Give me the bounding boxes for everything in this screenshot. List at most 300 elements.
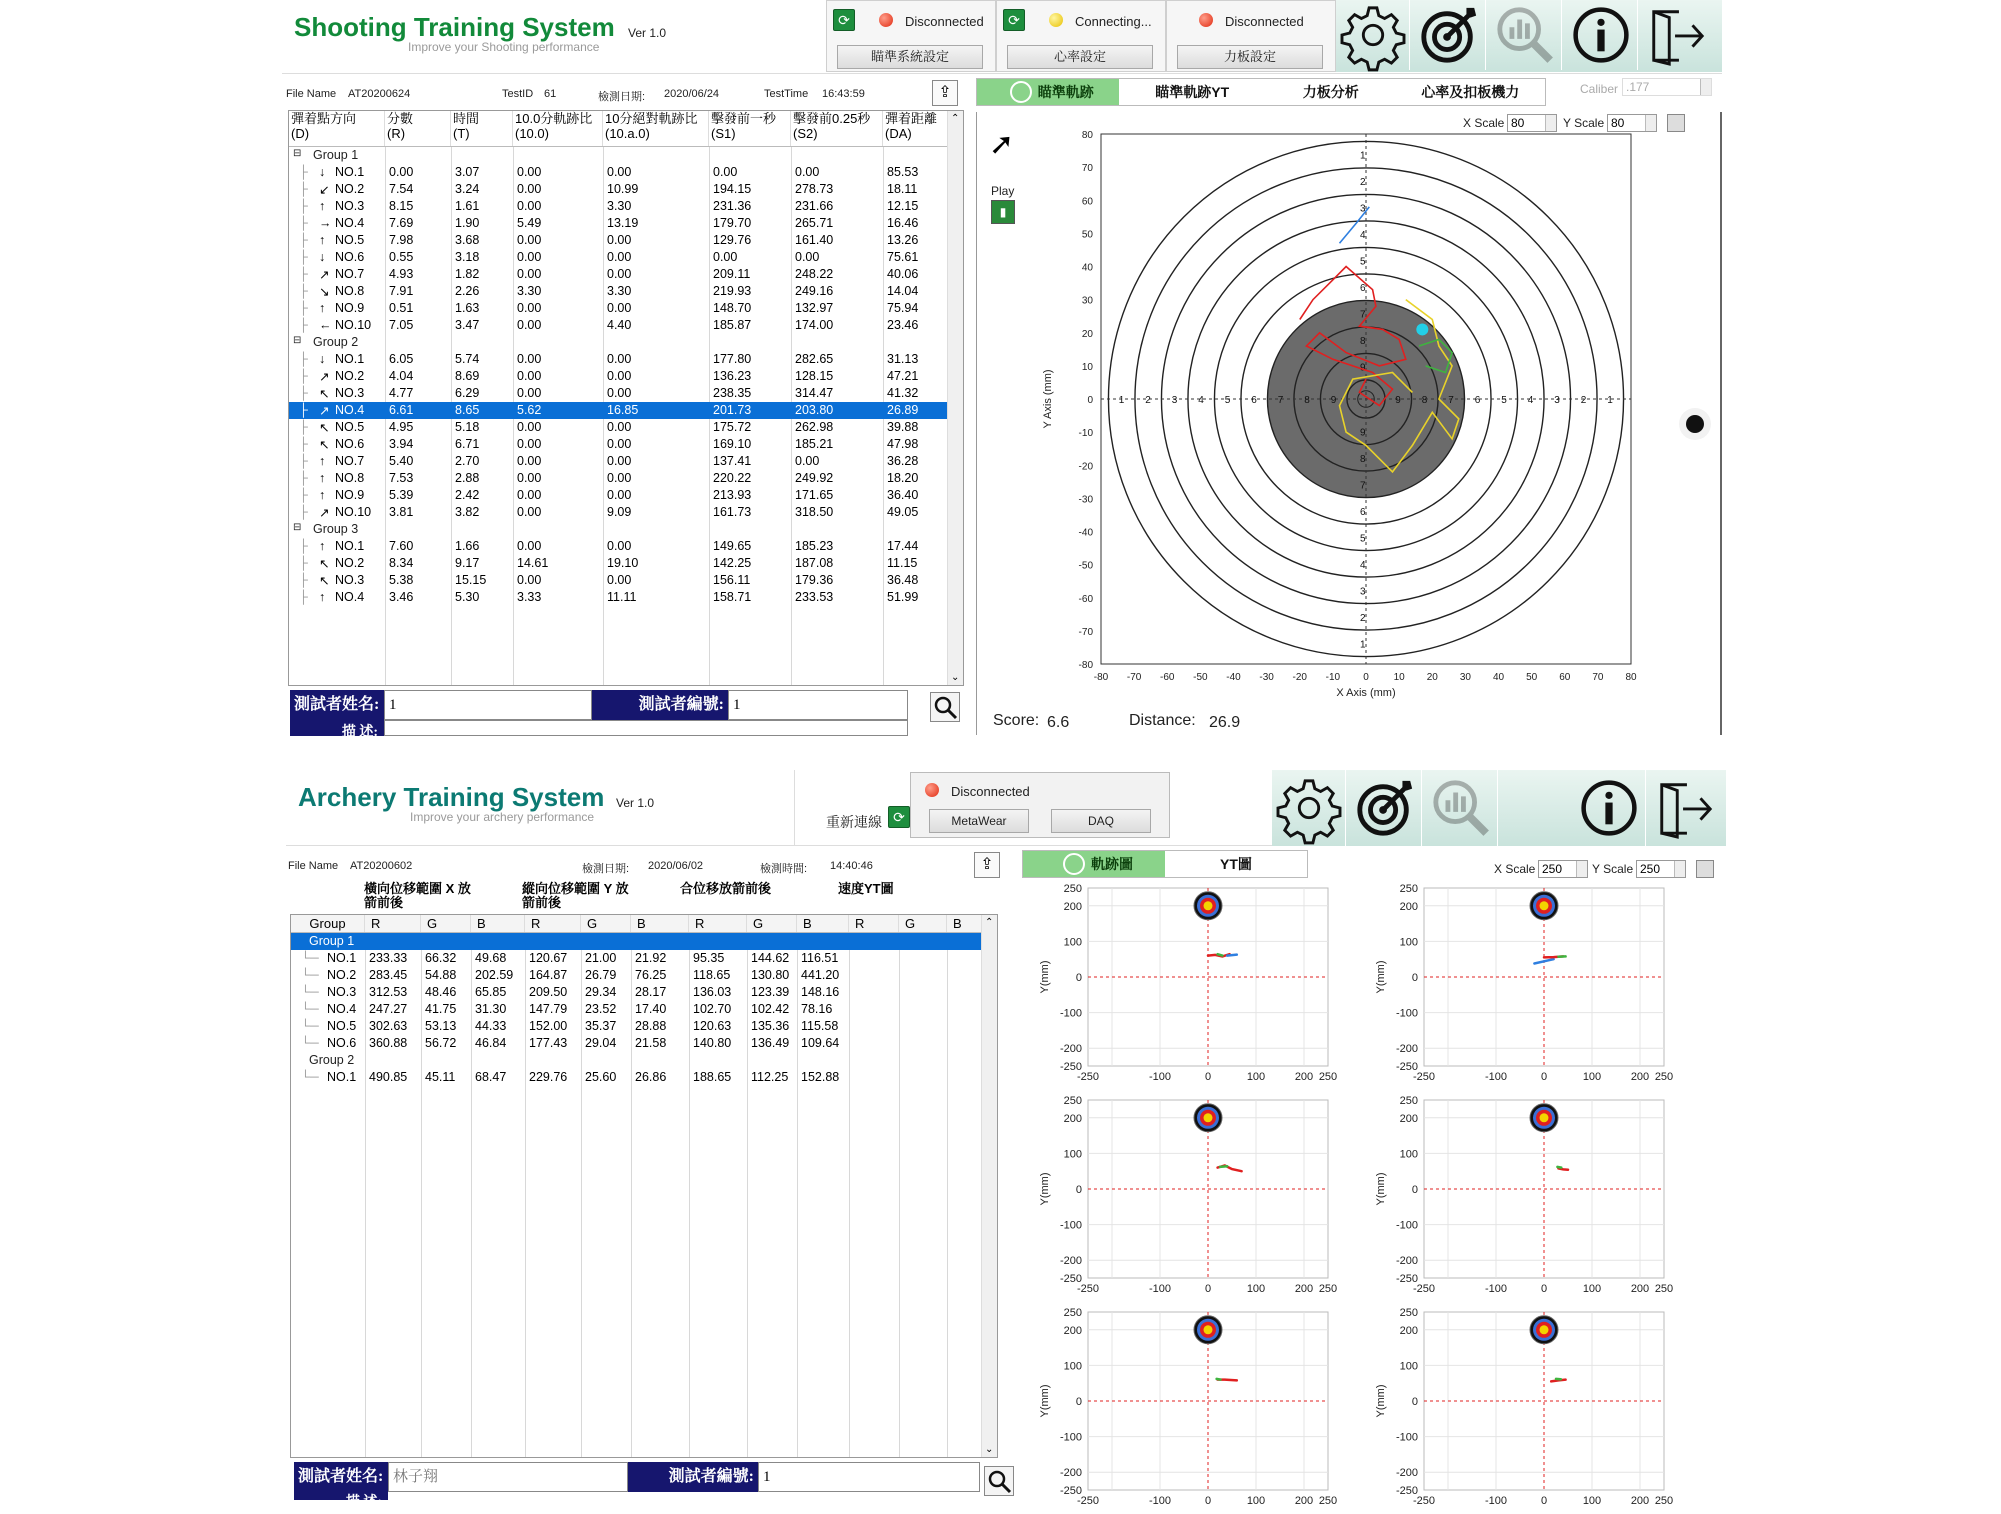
table-cell: 28.88 [635,1019,666,1033]
table-cell: 0.00 [517,471,541,485]
table-cell: 6.61 [389,403,413,417]
direction-arrow-icon: ↗ [319,267,329,282]
table-row[interactable] [291,1069,981,1086]
table-row[interactable] [289,402,947,419]
description-input[interactable] [384,720,908,736]
y-tick-label: -250 [1396,1061,1418,1073]
toolbar-ribbon [1272,770,1726,846]
ring-label: 4 [1528,395,1534,406]
archery-header [286,770,1726,846]
export-button[interactable]: ⇪ [932,80,958,106]
x-tick-label: 200 [1631,1495,1649,1507]
y-scale-input[interactable]: 80 [1607,114,1657,132]
table-cell: 25.60 [585,1070,616,1084]
table-cell: 129.76 [713,233,751,247]
file-name-value: AT20200602 [350,860,412,872]
x-tick-label: 0 [1541,1283,1547,1295]
ring-label: 7 [1448,395,1454,406]
refresh-icon[interactable]: ⟳ [1003,9,1025,31]
y-tick-label: -100 [1396,1432,1418,1444]
table-row[interactable] [289,504,947,521]
analysis-search-icon [1494,4,1556,66]
table-cell: 102.70 [693,1002,731,1016]
y-tick-label: -250 [1396,1273,1418,1285]
x-tick-label: 250 [1655,1283,1673,1295]
shot-number: NO.2 [335,182,364,196]
tree-line: └─ [301,985,319,999]
search-icon [1063,853,1085,875]
tree-line: ├ [299,505,308,519]
table-row[interactable] [289,164,947,181]
table-cell: 41.75 [425,1002,456,1016]
table-cell: 1.63 [455,301,479,315]
distance-label: Distance: [1129,712,1196,730]
tab-aim-trajectory-yt[interactable]: 瞄準軌跡YT [1119,79,1266,105]
table-cell: 135.36 [751,1019,789,1033]
reconnect-icon[interactable]: ⟳ [888,806,910,828]
info-icon [1572,6,1630,64]
analysis-button[interactable] [1488,0,1562,70]
x-tick-label: 100 [1247,1071,1265,1083]
tester-id-input[interactable]: 1 [758,1462,980,1492]
y-tick-label: -60 [1079,594,1094,605]
tree-line: └─ [301,1019,319,1033]
table-cell: 0.00 [517,352,541,366]
tree-line: ├ [299,165,308,179]
ring-label: 2 [1360,177,1366,188]
group-label: Group 3 [313,522,358,536]
y-tick-label: 0 [1412,1396,1418,1408]
tab-yt[interactable]: YT圖 [1165,851,1307,877]
table-cell: 116.51 [801,951,838,965]
group-row[interactable] [289,147,947,164]
table-scrollbar[interactable]: ⌃ ⌄ [947,111,963,685]
table-cell: 137.41 [713,454,751,468]
y-tick-label: 250 [1064,1307,1082,1319]
training-button[interactable] [1348,770,1422,846]
table-cell: 23.52 [585,1002,616,1016]
distance-value: 26.9 [1209,714,1240,732]
ring-label: 4 [1360,230,1366,241]
shot-number: NO.2 [335,556,364,570]
ring-label: 9 [1331,395,1337,406]
table-row[interactable] [289,300,947,317]
direction-arrow-icon: ↖ [319,437,329,452]
direction-arrow-icon: ↑ [319,199,325,213]
direction-arrow-icon: ↑ [319,471,325,485]
training-button[interactable] [1412,0,1486,70]
table-cell: 3.46 [389,590,413,604]
shot-number: NO.1 [327,1070,356,1084]
exit-icon [1654,777,1716,839]
table-row[interactable] [291,967,981,984]
table-row[interactable] [289,249,947,266]
table-cell: 3.94 [389,437,413,451]
table-cell: 194.15 [713,182,751,196]
y-tick-label: -100 [1060,1220,1082,1232]
status-led-icon [925,783,939,797]
impact-dot [1679,408,1711,440]
table-cell: 6.29 [455,386,479,400]
table-cell: 16.46 [887,216,918,230]
gear-icon [1342,4,1404,66]
ring-label: 5 [1225,395,1231,406]
group-row[interactable] [289,334,947,351]
collapse-icon[interactable]: ⊟ [293,148,301,159]
table-cell: 3.81 [389,505,413,519]
table-row[interactable] [291,1018,981,1035]
shot-number: NO.2 [335,369,364,383]
y-tick-label: -250 [1060,1061,1082,1073]
table-cell: 13.19 [607,216,638,230]
x-tick-label: 100 [1583,1071,1601,1083]
exit-icon [1646,4,1708,66]
ring-label: 2 [1360,613,1366,624]
table-cell: 0.00 [517,233,541,247]
trajectory-plot [1026,1308,1346,1514]
table-cell: 169.10 [713,437,751,451]
y-tick-label: 0 [1076,1184,1082,1196]
col-header: 彈着點方向 (D) [289,111,385,146]
table-cell: 179.36 [795,573,833,587]
table-cell: 174.00 [795,318,833,332]
table-cell: 0.00 [607,250,631,264]
ring-label: 1 [1607,395,1613,406]
y-tick-label: 100 [1064,936,1082,948]
exit-button[interactable] [1640,0,1714,70]
table-row[interactable] [289,368,947,385]
table-row[interactable] [289,453,947,470]
tester-name-input[interactable]: 1 [384,690,592,720]
table-cell: 112.25 [751,1070,788,1084]
group-row[interactable] [291,1052,981,1069]
plate-status: Disconnected [1225,14,1304,29]
table-row[interactable] [289,181,947,198]
table-cell: 148.16 [801,985,839,999]
x-tick-label: 40 [1493,672,1505,683]
y-tick-label: -200 [1396,1255,1418,1267]
y-tick-label: 80 [1082,130,1094,141]
status-led-icon [1199,13,1213,27]
analysis-button[interactable] [1424,770,1498,846]
collapse-icon[interactable]: ⊟ [293,522,301,533]
y-scale-input[interactable]: 250 [1636,860,1686,878]
direction-arrow-icon: → [319,216,332,230]
table-row[interactable] [291,1001,981,1018]
y-tick-label: -50 [1079,561,1094,572]
tester-id-input[interactable]: 1 [728,690,908,720]
x-tick-label: 250 [1319,1071,1337,1083]
exit-button[interactable] [1648,770,1722,846]
direction-arrow-icon: ↘ [319,284,329,299]
table-cell: 0.00 [517,454,541,468]
ring-label: 6 [1251,395,1257,406]
table-row[interactable] [289,266,947,283]
tab-heart-rate-trigger[interactable]: 心率及扣板機力 [1396,79,1545,105]
table-cell: 5.30 [455,590,479,604]
table-row[interactable] [289,470,947,487]
table-cell: 0.00 [607,471,631,485]
y-tick-label: 200 [1064,1113,1082,1125]
table-row[interactable] [291,984,981,1001]
y-tick-label: 0 [1412,972,1418,984]
tree-line: ├ [299,573,308,587]
search-button[interactable] [930,692,960,722]
table-cell: 0.00 [795,454,819,468]
y-axis-label: Y(mm) [1375,961,1387,994]
col-header: B [471,915,525,932]
table-cell: 6.71 [455,437,479,451]
tab-aim-trajectory[interactable]: 瞄準軌跡 [977,79,1119,105]
shot-number: NO.6 [335,437,364,451]
y-tick-label: 10 [1082,362,1094,373]
search-icon [985,1467,1013,1495]
group-label: Group 2 [313,335,358,349]
test-time-label: TestTime [764,88,808,100]
target-arrow-icon [1418,4,1480,66]
table-cell: 44.33 [475,1019,506,1033]
x-tick-label: -250 [1077,1071,1099,1083]
table-cell: 185.21 [795,437,833,451]
table-row[interactable] [289,351,947,368]
direction-arrow-icon: ↖ [319,573,329,588]
lock-button[interactable] [1696,860,1714,878]
direction-arrow-icon: ↖ [319,386,329,401]
ring-label: 1 [1360,151,1366,162]
status-led-icon [1049,13,1063,27]
direction-arrow-icon: ↗ [319,505,329,520]
y-tick-label: -20 [1079,461,1094,472]
x-tick-label: -70 [1127,672,1142,683]
table-cell: 3.30 [607,284,631,298]
table-cell: 128.15 [795,369,833,383]
search-button[interactable] [984,1466,1014,1496]
y-tick-label: 0 [1087,395,1093,406]
table-cell: 0.51 [389,301,413,315]
table-row[interactable] [291,950,981,967]
table-cell: 39.88 [887,420,918,434]
x-scale-input[interactable]: 250 [1538,860,1588,878]
table-cell: 118.65 [693,968,730,982]
col-header: R [849,915,899,932]
trajectory-plot [1026,1096,1346,1302]
table-cell: 76.25 [635,968,666,982]
table-cell: 8.15 [389,199,413,213]
table-row[interactable] [289,538,947,555]
collapse-icon[interactable]: ⊟ [293,335,301,346]
play-button[interactable]: ▮ [991,200,1015,224]
x-tick-label: 30 [1460,672,1472,683]
col-header: G [581,915,631,932]
plate-settings-button[interactable]: 力板設定 [1177,45,1323,69]
table-row[interactable] [291,1035,981,1052]
table-cell: 78.16 [801,1002,832,1016]
direction-arrow-icon: ↗ [319,369,329,384]
table-cell: 185.87 [713,318,751,332]
x-tick-label: -250 [1413,1071,1435,1083]
table-cell: 152.00 [529,1019,567,1033]
tree-line: ├ [299,403,308,417]
x-tick-label: -250 [1077,1495,1099,1507]
table-cell: 278.73 [795,182,833,196]
table-cell: 0.00 [607,539,631,553]
table-cell: 7.69 [389,216,413,230]
shot-number: NO.7 [335,454,364,468]
trajectory-plots [1026,884,1726,1500]
table-cell: 26.89 [887,403,918,417]
aim-settings-button[interactable]: 瞄準系統設定 [837,45,983,69]
table-cell: 48.46 [425,985,456,999]
x-tick-label: 70 [1592,672,1604,683]
table-cell: 312.53 [369,985,407,999]
group-row[interactable] [291,933,981,950]
y-tick-label: 30 [1082,296,1094,307]
table-row[interactable] [289,232,947,249]
description-label: 描 述: [294,1492,388,1500]
table-row[interactable] [289,436,947,453]
direction-arrow-icon: ↗ [319,403,329,418]
metawear-button[interactable]: MetaWear [929,809,1029,833]
table-cell: 220.22 [713,471,751,485]
table-cell: 21.58 [635,1036,666,1050]
x-tick-label: 100 [1583,1283,1601,1295]
table-row[interactable] [289,487,947,504]
score-value: 6.6 [1047,714,1069,732]
x-tick-label: 100 [1247,1283,1265,1295]
ring-label: 8 [1304,395,1310,406]
table-row[interactable] [289,385,947,402]
table-cell: 18.11 [887,182,917,196]
col-header: 擊發前0.25秒 (S2) [791,111,883,146]
table-cell: 102.42 [751,1002,789,1016]
table-cell: 36.28 [887,454,918,468]
x-axis-label: X Axis (mm) [1336,687,1395,699]
tester-name-input[interactable]: 林子翔 [388,1462,628,1492]
tab-force-plate[interactable]: 力板分析 [1266,79,1396,105]
table-cell: 265.71 [795,216,833,230]
table-row[interactable] [289,589,947,606]
info-button[interactable] [1564,0,1638,70]
shot-number: NO.4 [335,216,364,230]
table-row[interactable] [289,283,947,300]
y-tick-label: -200 [1060,1255,1082,1267]
table-cell: 0.00 [795,165,819,179]
export-button[interactable]: ⇪ [974,852,1000,878]
search-icon [931,693,959,721]
y-tick-label: 250 [1400,883,1418,895]
table-cell: 1.66 [455,539,479,553]
table-cell: 0.00 [517,505,541,519]
table-cell: 1.82 [455,267,479,281]
app-subtitle: Improve your archery performance [410,810,594,824]
y-tick-label: 200 [1400,901,1418,913]
test-date-label: 檢測日期: [598,88,645,104]
table-row[interactable] [289,198,947,215]
table-row[interactable] [289,555,947,572]
shot-number: NO.1 [335,539,364,553]
ring-label: 6 [1360,507,1366,518]
y-tick-label: 40 [1082,263,1094,274]
table-cell: 7.91 [389,284,413,298]
tree-line: └─ [301,951,319,965]
direction-arrow-icon: ↓ [319,250,325,264]
table-row[interactable] [289,215,947,232]
shooting-header [282,0,1722,74]
shot-number: NO.4 [327,1002,356,1016]
table-cell: 8.69 [455,369,479,383]
ring-label: 3 [1554,395,1560,406]
y-tick-label: 200 [1400,1325,1418,1337]
tree-line: ├ [299,556,308,570]
y-tick-label: 70 [1082,163,1094,174]
shot-number: NO.5 [335,233,364,247]
table-row[interactable] [289,419,947,436]
group-row[interactable] [289,521,947,538]
table-cell: 0.00 [517,301,541,315]
table-scrollbar[interactable]: ⌃ ⌄ [981,915,997,1457]
y-tick-label: -100 [1396,1008,1418,1020]
hr-settings-button[interactable]: 心率設定 [1007,45,1153,69]
lock-button[interactable] [1667,114,1685,132]
table-cell: 142.25 [713,556,751,570]
group-label: Group 1 [313,148,358,162]
ring-label: 5 [1360,533,1366,544]
table-cell: 95.35 [693,951,724,965]
table-cell: 14.61 [517,556,548,570]
x-scale-input[interactable]: 80 [1507,114,1557,132]
refresh-icon[interactable]: ⟳ [833,9,855,31]
table-cell: 0.55 [389,250,413,264]
table-cell: 46.84 [475,1036,506,1050]
direction-arrow-icon: ↖ [319,420,329,435]
caliber-select[interactable]: .177 [1622,78,1712,96]
table-cell: 47.21 [887,369,918,383]
table-cell: 130.80 [751,968,789,982]
shot-number: NO.10 [335,318,371,332]
table-cell: 4.77 [389,386,413,400]
table-cell: 136.23 [713,369,751,383]
table-row[interactable] [289,317,947,334]
ring-label: 8 [1360,336,1366,347]
table-cell: 202.59 [475,968,513,982]
settings-button[interactable] [1272,770,1346,846]
ring-label: 5 [1501,395,1507,406]
settings-button[interactable] [1336,0,1410,70]
table-cell: 1.90 [455,216,479,230]
table-cell: 161.40 [795,233,833,247]
table-cell: 10.99 [607,182,638,196]
info-button[interactable] [1572,770,1646,846]
x-tick-label: 0 [1363,672,1369,683]
tree-line: ├ [299,267,308,281]
daq-button[interactable]: DAQ [1051,809,1151,833]
table-row[interactable] [289,572,947,589]
table-cell: 18.20 [887,471,918,485]
col-header: R [525,915,581,932]
table-cell: 0.00 [517,420,541,434]
shot-number: NO.7 [335,267,364,281]
table-cell: 4.40 [607,318,631,332]
x-tick-label: -100 [1149,1283,1171,1295]
table-cell: 68.47 [475,1070,506,1084]
table-cell: 0.00 [517,250,541,264]
trajectory-line [1218,954,1223,955]
tab-trajectory[interactable]: 軌跡圖 [1023,851,1165,877]
table-cell: 0.00 [607,165,631,179]
table-cell: 7.53 [389,471,413,485]
shot-number: NO.3 [327,985,356,999]
table-cell: 8.65 [455,403,479,417]
